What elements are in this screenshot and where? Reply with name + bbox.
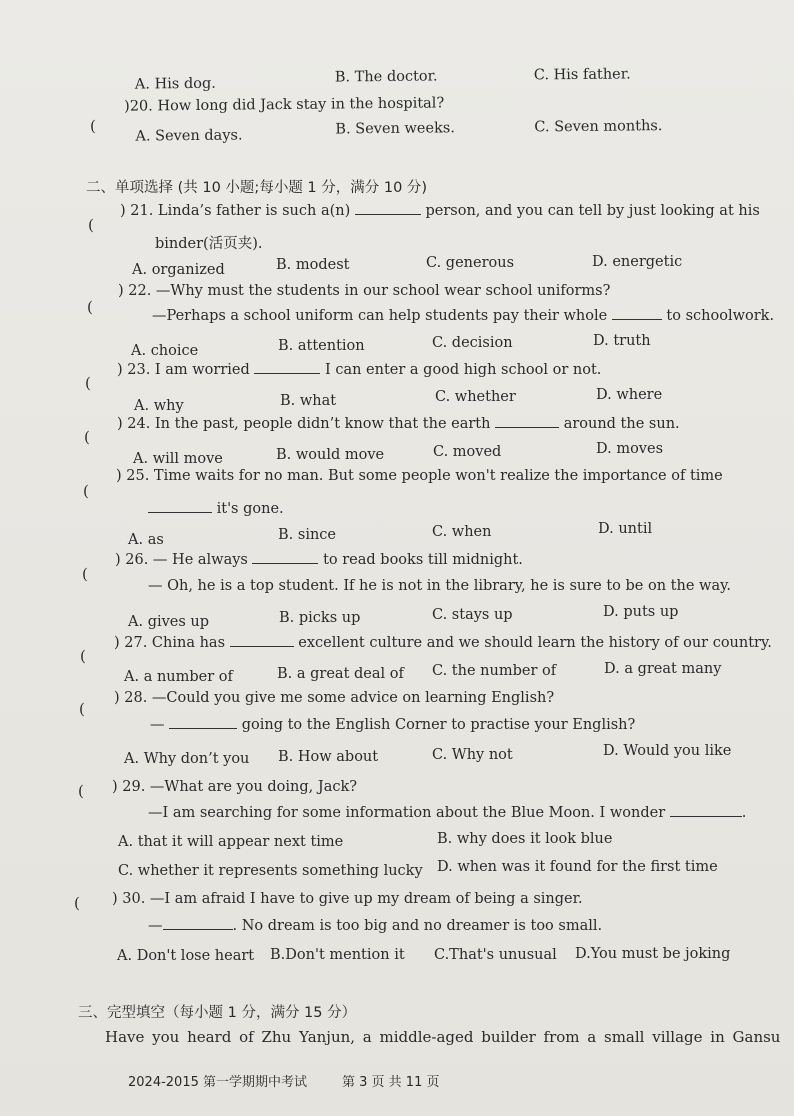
q25-option-b: B. since xyxy=(278,527,336,543)
q30-line2-end: . No dream is too big and no dreamer is too small. xyxy=(232,918,603,934)
q27-option-a: A. a number of xyxy=(124,669,233,685)
q25-answer-paren: ( xyxy=(83,482,89,500)
q30-option-b: B.Don't mention it xyxy=(270,947,405,963)
q24-option-b: B. would move xyxy=(276,447,385,463)
q21-line2: binder(活页夹). xyxy=(155,236,263,252)
q26-option-d: D. puts up xyxy=(603,604,679,620)
q22-line2-start: —Perhaps a school uniform can help students pay their whole xyxy=(152,308,608,324)
q28-answer-paren: ( xyxy=(79,700,85,718)
q22-option-d: D. truth xyxy=(593,333,651,349)
q21-option-b: B. modest xyxy=(276,257,350,273)
q24-stem-end: around the sun. xyxy=(563,416,680,432)
q21-answer-paren: ( xyxy=(88,216,94,234)
q27-blank xyxy=(230,646,294,647)
q27-stem-start: ) 27. China has xyxy=(114,635,226,651)
q25-stem: ) 25. Time waits for no man. But some people won't realize the importance of time xyxy=(116,468,723,484)
q21-stem-end: person, and you can tell by just looking at his xyxy=(425,203,760,219)
q21-option-a: A. organized xyxy=(132,262,225,278)
q25-blank xyxy=(148,512,212,513)
q26-stem-end: to read books till midnight. xyxy=(323,552,523,568)
q22-answer-paren: ( xyxy=(87,298,93,316)
q30-option-a: A. Don't lose heart xyxy=(117,948,255,964)
q24-option-a: A. will move xyxy=(133,451,223,467)
q29-line2 xyxy=(148,805,746,821)
q30-option-c: C.That's unusual xyxy=(434,947,557,963)
q26-stem-start: ) 26. — He always xyxy=(115,552,248,568)
q28-stem: ) 28. —Could you give me some advice on learning English? xyxy=(114,690,555,706)
q24-option-d: D. moves xyxy=(596,441,664,457)
q21-stem xyxy=(120,203,760,219)
q27-stem xyxy=(114,635,772,651)
q28-option-c: C. Why not xyxy=(432,747,513,763)
q23-option-a: A. why xyxy=(134,398,184,414)
q27-option-b: B. a great deal of xyxy=(277,666,404,682)
q19-option-b: B. The doctor. xyxy=(334,68,438,86)
q24-option-c: C. moved xyxy=(433,444,502,460)
q30-blank xyxy=(163,929,233,930)
q30-line2-start: — xyxy=(148,918,163,934)
q25-option-c: C. when xyxy=(432,524,492,540)
q23-stem xyxy=(117,362,601,378)
q29-line2-start: —I am searching for some information about the Blue Moon. I wonder xyxy=(148,805,666,821)
q20-option-c: C. Seven months. xyxy=(534,118,663,136)
q22-line2-end: to schoolwork. xyxy=(666,308,775,324)
q26-option-a: A. gives up xyxy=(128,614,210,630)
q28-line2-start: — xyxy=(150,717,165,733)
q25-line2-end: it's gone. xyxy=(216,501,284,517)
q22-option-c: C. decision xyxy=(432,335,513,351)
q22-blank xyxy=(612,319,662,320)
q25-option-d: D. until xyxy=(598,521,653,537)
q24-blank xyxy=(495,427,559,428)
q22-line2 xyxy=(152,308,774,324)
q21-blank xyxy=(355,214,421,215)
q30-stem: ) 30. —I am afraid I have to give up my dream of being a singer. xyxy=(112,891,583,907)
q29-blank xyxy=(670,816,742,817)
section-3-passage-first-line: Have you heard of Zhu Yanjun, a middle-aged builder from a small village in Gansu xyxy=(105,1028,781,1046)
q29-option-b: B. why does it look blue xyxy=(437,831,613,847)
q27-option-c: C. the number of xyxy=(432,663,557,679)
q22-option-b: B. attention xyxy=(278,338,365,354)
q28-blank xyxy=(169,728,237,729)
q23-option-b: B. what xyxy=(280,393,337,409)
q23-blank xyxy=(254,373,320,374)
q27-option-d: D. a great many xyxy=(604,661,722,677)
q30-answer-paren: ( xyxy=(74,894,80,912)
section-2-title: 二、单项选择 (共 10 小题;每小题 1 分，满分 10 分) xyxy=(86,180,428,196)
q21-option-d: D. energetic xyxy=(592,254,683,270)
q30-option-d: D.You must be joking xyxy=(575,946,731,962)
q26-answer-paren: ( xyxy=(82,565,88,583)
q24-answer-paren: ( xyxy=(84,428,90,446)
q20-option-a: A. Seven days. xyxy=(135,127,243,145)
q26-option-b: B. picks up xyxy=(279,610,361,626)
q27-stem-end: excellent culture and we should learn the history of our country. xyxy=(298,635,772,651)
q23-option-d: D. where xyxy=(596,387,663,403)
q26-option-c: C. stays up xyxy=(432,607,513,623)
q26-stem xyxy=(115,552,523,568)
q26-blank xyxy=(252,563,318,564)
q28-line2 xyxy=(150,717,635,733)
q28-option-a: A. Why don’t you xyxy=(124,751,250,767)
q24-stem-start: ) 24. In the past, people didn’t know that the earth xyxy=(117,416,491,432)
footer-page-number: 第 3 页 共 11 页 xyxy=(342,1075,440,1090)
q29-option-a: A. that it will appear next time xyxy=(118,834,344,850)
section-3-title: 三、完型填空（每小题 1 分，满分 15 分） xyxy=(78,1005,357,1021)
q19-option-c: C. His father. xyxy=(533,66,631,84)
q29-stem: ) 29. —What are you doing, Jack? xyxy=(112,779,358,795)
q29-option-c: C. whether it represents something lucky xyxy=(118,863,423,879)
q21-stem-start: ) 21. Linda’s father is such a(n) xyxy=(120,203,351,219)
q23-stem-end: I can enter a good high school or not. xyxy=(325,362,602,378)
q21-option-c: C. generous xyxy=(426,255,515,271)
q30-line2 xyxy=(148,918,602,934)
q22-stem: ) 22. —Why must the students in our school wear school uniforms? xyxy=(118,283,611,299)
q28-option-b: B. How about xyxy=(278,749,379,765)
q25-option-a: A. as xyxy=(128,532,164,548)
q23-option-c: C. whether xyxy=(435,389,516,405)
q25-line2 xyxy=(148,501,284,517)
q29-option-d: D. when was it found for the first time xyxy=(437,859,718,875)
q28-option-d: D. Would you like xyxy=(603,743,732,759)
q29-answer-paren: ( xyxy=(78,782,84,800)
q29-line2-end: . xyxy=(741,805,747,821)
q19-option-a: A. His dog. xyxy=(134,75,216,93)
q26-line2: — Oh, he is a top student. If he is not in the library, he is sure to be on the way. xyxy=(148,578,731,594)
q23-stem-start: ) 23. I am worried xyxy=(117,362,250,378)
q20-answer-paren: ( xyxy=(90,117,96,135)
q22-option-a: A. choice xyxy=(131,343,199,359)
q28-line2-end: going to the English Corner to practise your English? xyxy=(241,717,636,733)
q20-option-b: B. Seven weeks. xyxy=(335,120,455,138)
q20-stem: )20. How long did Jack stay in the hospital? xyxy=(124,95,445,115)
q27-answer-paren: ( xyxy=(80,647,86,665)
q23-answer-paren: ( xyxy=(85,374,91,392)
q24-stem xyxy=(117,416,680,432)
footer-exam-title: 2024-2015 第一学期期中考试 xyxy=(128,1075,307,1090)
